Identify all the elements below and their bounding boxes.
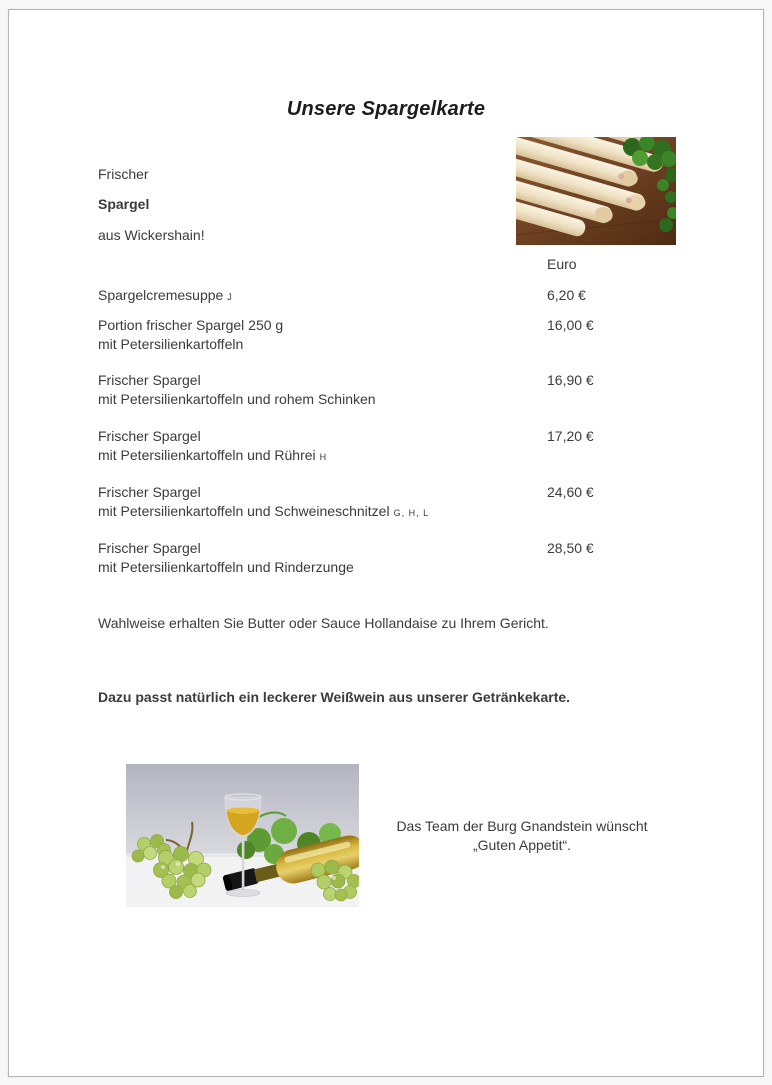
item-desc: mit Petersilienkartoffeln und rohem Schinken (98, 390, 376, 407)
menu-item-row (9, 483, 763, 522)
item-price: 28,50 € (547, 540, 594, 556)
closing-line-2: „Guten Appetit“. (472, 836, 572, 853)
page-title: Unsere Spargelkarte (286, 98, 486, 120)
intro-line-3: aus Wickershain! (98, 227, 205, 243)
item-desc: mit Petersilienkartoffeln und Rührei H (98, 446, 328, 463)
closing-message (342, 817, 702, 854)
item-price: 24,60 € (547, 484, 594, 500)
sauce-note: Wahlweise erhalten Sie Butter oder Sauce Hollandaise zu Ihrem Gericht. (98, 615, 549, 631)
item-name: Frischer Spargel (98, 428, 201, 444)
document-page (8, 9, 764, 1077)
allergen-mark: H (319, 451, 328, 462)
currency-header: Euro (547, 256, 577, 272)
closing-line-1: Das Team der Burg Gnandstein wünscht (396, 818, 648, 834)
item-price: 6,20 € (547, 287, 586, 303)
allergen-mark: J (227, 292, 233, 302)
menu-item-row (9, 316, 763, 353)
menu-item-row (9, 539, 763, 576)
wine-photo-graphic (126, 764, 359, 907)
item-desc: mit Petersilienkartoffeln und Schweineschnitzel G, H, L (98, 502, 430, 519)
item-desc: mit Petersilienkartoffeln und Rinderzunge (98, 558, 354, 575)
menu-item-row (9, 371, 763, 408)
menu-item-row (9, 286, 763, 307)
item-name: Spargelcremesuppe J (98, 287, 233, 303)
item-name: Frischer Spargel (98, 540, 201, 556)
item-price: 16,90 € (547, 372, 594, 388)
allergen-mark: G, H, L (393, 507, 430, 518)
wine-note: Dazu passt natürlich ein leckerer Weißwein aus unserer Getränkekarte. (98, 689, 571, 705)
item-name: Frischer Spargel (98, 484, 201, 500)
intro-line-2: Spargel (98, 196, 150, 212)
menu-item-row (9, 427, 763, 466)
asparagus-photo-graphic (516, 137, 676, 245)
item-desc: mit Petersilienkartoffeln (98, 335, 244, 352)
asparagus-photo (516, 137, 676, 245)
item-name: Frischer Spargel (98, 372, 201, 388)
item-price: 16,00 € (547, 317, 594, 333)
item-price: 17,20 € (547, 428, 594, 444)
intro-line-1: Frischer (98, 166, 149, 182)
wine-photo (126, 764, 359, 907)
item-name: Portion frischer Spargel 250 g (98, 317, 284, 333)
